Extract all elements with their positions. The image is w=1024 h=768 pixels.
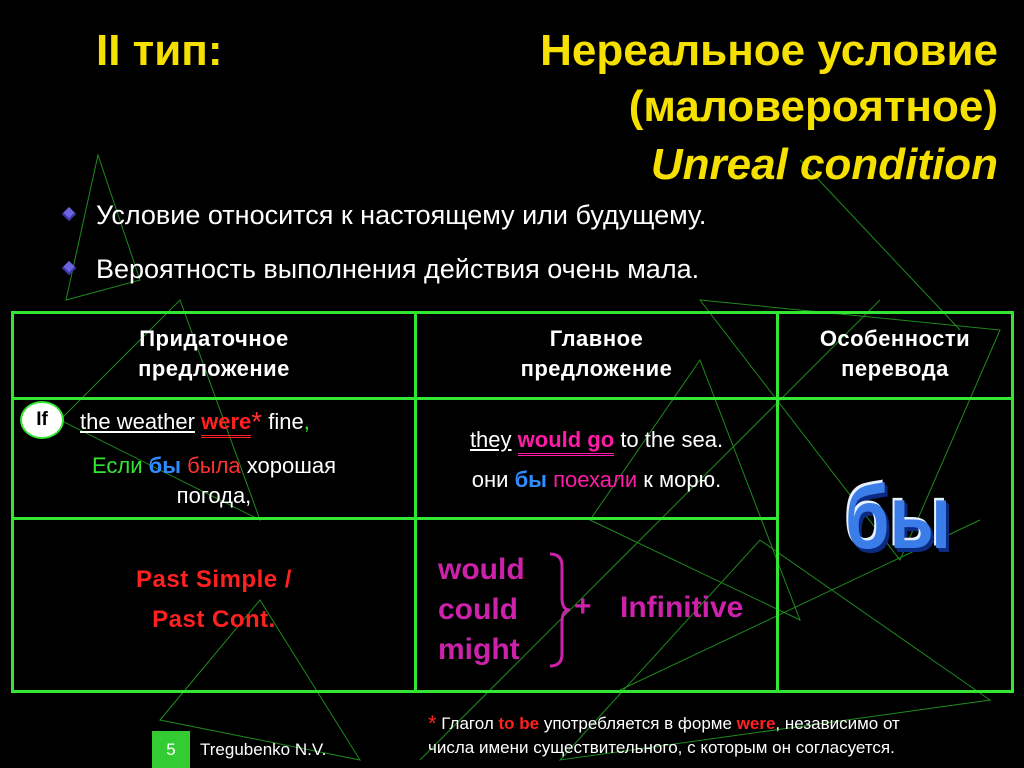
- if-clause-en: [80, 408, 310, 436]
- tense-cell: [12, 560, 416, 640]
- table-border: [1011, 311, 1014, 693]
- header-text: предложение: [138, 356, 290, 381]
- infinitive-label: Infinitive: [620, 591, 744, 624]
- header-text: предложение: [520, 356, 673, 381]
- if-clause-ru: [14, 452, 414, 480]
- header-text: Придаточное: [139, 326, 289, 351]
- ru-esli: Если: [91, 453, 143, 478]
- main-ru-verb: поехали: [553, 467, 638, 492]
- ru-by: бы: [148, 453, 182, 478]
- if-badge: If: [20, 401, 64, 439]
- bullet-item: [62, 200, 706, 254]
- curly-brace-icon: [546, 552, 572, 668]
- ru-rest: хорошая: [246, 453, 337, 478]
- footnote-text: , независимо от: [775, 714, 900, 733]
- footnote: [428, 712, 900, 760]
- table-divider: [11, 397, 1014, 400]
- author-name: Tregubenko N.V.: [200, 740, 327, 759]
- diamond-bullet-icon: [62, 261, 76, 275]
- rest-text: fine: [268, 409, 304, 434]
- footnote-were: were: [736, 714, 776, 733]
- diamond-bullet-icon: [62, 207, 76, 221]
- main-clause-ru: [417, 466, 776, 494]
- bullet-text: Условие относится к настоящему или будущему.: [96, 200, 707, 230]
- bullet-item: [62, 254, 706, 308]
- title-line-2: (маловероятное): [628, 82, 998, 131]
- tense-line: Past Cont.: [152, 606, 276, 633]
- footnote-line2: числа имени существительного, с которым он согласуется.: [428, 738, 895, 757]
- main-clause-en: [417, 426, 776, 454]
- bullet-text: Вероятность выполнения действия очень мала.: [96, 254, 700, 284]
- if-clause-ru-line2: погода,: [176, 483, 252, 508]
- comma: ,: [303, 409, 310, 434]
- footnote-text: употребляется в форме: [543, 714, 732, 733]
- main-subject: they: [469, 427, 512, 452]
- main-verb: would go: [518, 427, 615, 456]
- modal-list: [438, 550, 525, 670]
- header-translation: [779, 324, 1011, 384]
- modal-verb: might: [438, 633, 520, 666]
- main-rest: to the sea.: [620, 427, 724, 452]
- header-main-clause: [417, 324, 776, 384]
- type-label: II тип:: [96, 26, 223, 75]
- table-border: [11, 690, 1014, 693]
- title-main: Нереальное условие: [540, 26, 998, 75]
- table-border: [11, 311, 1014, 314]
- header-text: Особенности: [819, 326, 971, 351]
- bullet-list: [62, 200, 706, 308]
- footnote-star: *: [428, 711, 437, 736]
- footnote-to-be: to be: [498, 714, 540, 733]
- table-divider: [11, 517, 779, 520]
- translation-feature-by: бы: [845, 468, 951, 568]
- tense-line: Past Simple /: [136, 566, 292, 593]
- verb-were: were: [201, 409, 251, 438]
- ru-byla: была: [187, 453, 241, 478]
- subject-text: the weather: [80, 409, 195, 434]
- header-text: перевода: [841, 356, 949, 381]
- page-number: 5: [152, 731, 190, 768]
- main-ru-oni: они: [471, 467, 509, 492]
- asterisk: *: [251, 406, 263, 437]
- header-text: Главное: [549, 326, 644, 351]
- footnote-text: Глагол: [441, 714, 494, 733]
- title-line-3: Unreal condition: [650, 140, 998, 189]
- modal-verb: could: [438, 593, 518, 626]
- main-ru-rest: к морю.: [643, 467, 722, 492]
- main-ru-by: бы: [514, 467, 547, 492]
- modal-verb: would: [438, 553, 525, 586]
- plus-sign: +: [574, 590, 592, 623]
- header-subordinate-clause: [14, 324, 414, 384]
